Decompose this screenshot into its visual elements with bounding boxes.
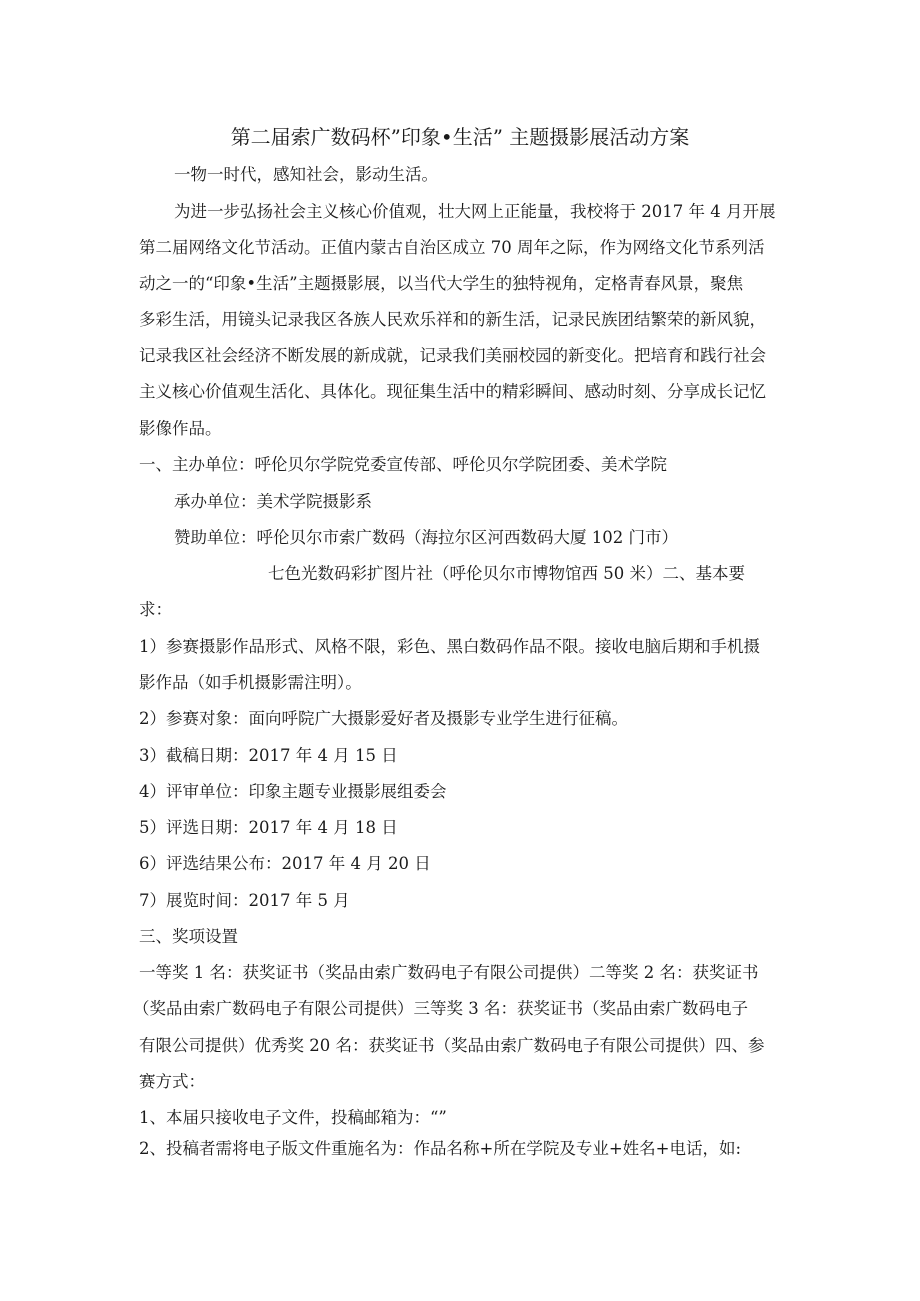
intro-line: 记录我区社会经济不断发展的新成就，记录我们美丽校园的新变化。把培育和践行社会	[139, 346, 766, 365]
submission-item: 1、本届只接收电子文件，投稿邮箱为：“”	[139, 1108, 447, 1127]
requirement-item: 6）评选结果公布：2017 年 4 月 20 日	[139, 854, 431, 873]
requirement-item: 5）评选日期：2017 年 4 月 18 日	[139, 818, 398, 837]
intro-line: 多彩生活，用镜头记录我区各族人民欢乐祥和的新生活，记录民族团结繁荣的新风貌，	[139, 310, 766, 329]
intro-line: 第二届网络文化节活动。正值内蒙古自治区成立 70 周年之际，作为网络文化节系列活	[139, 238, 765, 257]
awards-line: 有限公司提供）优秀奖 20 名：获奖证书（奖品由索广数码电子有限公司提供）四、参	[139, 1036, 765, 1055]
requirement-item: 7）展览时间：2017 年 5 月	[139, 891, 350, 910]
intro-line: 主义核心价值观生活化、具体化。现征集生活中的精彩瞬间、感动时刻、分享成长记忆	[139, 382, 766, 401]
awards-line: 一等奖 1 名：获奖证书（奖品由索广数码电子有限公司提供）二等奖 2 名：获奖证书	[139, 963, 759, 982]
sponsor-line-2: 七色光数码彩扩图片社（呼伦贝尔市博物馆西 50 米）二、基本要	[268, 564, 745, 583]
slogan: 一物一时代，感知社会，影动生活。	[174, 165, 438, 184]
intro-line: 为进一步弘扬社会主义核心价值观，壮大网上正能量，我校将于 2017 年 4 月开展	[174, 202, 776, 221]
undertaker-line: 承办单位：美术学院摄影系	[174, 492, 372, 511]
sponsor-line: 赞助单位：呼伦贝尔市索广数码（海拉尔区河西数码大厦 102 门市）	[174, 528, 678, 547]
document-title: 第二届索广数码杯”印象•生活” 主题摄影展活动方案	[230, 125, 690, 149]
requirement-item: 4）评审单位：印象主题专业摄影展组委会	[139, 782, 447, 801]
organizer-line: 一、主办单位：呼伦贝尔学院党委宣传部、呼伦贝尔学院团委、美术学院	[139, 455, 667, 474]
intro-line: 动之一的“印象•生活”主题摄影展，以当代大学生的独特视角，定格青春风景，聚焦	[139, 274, 744, 293]
awards-heading: 三、奖项设置	[139, 927, 238, 946]
awards-line: 赛方式：	[139, 1072, 205, 1091]
requirement-item: 1）参赛摄影作品形式、风格不限，彩色、黑白数码作品不限。接收电脑后期和手机摄	[139, 637, 760, 656]
intro-line: 影像作品。	[139, 419, 222, 438]
submission-item: 2、投稿者需将电子版文件重施名为：作品名称+所在学院及专业+姓名+电话，如:	[139, 1139, 742, 1158]
requirement-item: 影作品（如手机摄影需注明）。	[139, 673, 362, 692]
requirement-item: 3）截稿日期：2017 年 4 月 15 日	[139, 746, 398, 765]
awards-line: （奖品由索广数码电子有限公司提供）三等奖 3 名：获奖证书（奖品由索广数码电子	[133, 999, 748, 1018]
requirement-item: 2）参赛对象：面向呼院广大摄影爱好者及摄影专业学生进行征稿。	[139, 709, 628, 728]
section-heading-cont: 求：	[139, 600, 172, 619]
